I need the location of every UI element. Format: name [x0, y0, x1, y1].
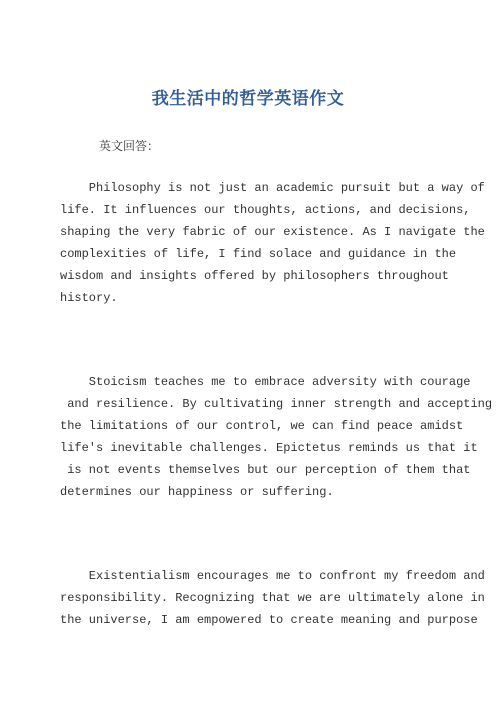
paragraph-line: Stoicism teaches me to embrace adversity with courage — [60, 375, 471, 389]
paragraph-line: life. It influences our thoughts, actions, and decisions, — [60, 203, 471, 217]
paragraph-line: the universe, I am empowered to create meaning and purpose — [60, 613, 478, 627]
paragraph-3 — [60, 565, 485, 631]
paragraph-line: history. — [60, 291, 118, 305]
paragraph-line: determines our happiness or suffering. — [60, 485, 334, 499]
paragraph-line: Existentialism encourages me to confront my freedom and — [60, 569, 485, 583]
paragraph-line: responsibility. Recognizing that we are ultimately alone in — [60, 591, 485, 605]
paragraph-2 — [60, 371, 493, 503]
paragraph-line: life's inevitable challenges. Epictetus reminds us that it — [60, 441, 478, 455]
section-label: 英文回答： — [99, 139, 160, 153]
paragraph-line: and resilience. By cultivating inner strength and accepting — [60, 397, 493, 411]
paragraph-line: shaping the very fabric of our existence. As I navigate the — [60, 225, 485, 239]
document-title: 我生活中的哲学英语作文 — [151, 89, 345, 109]
paragraph-line: wisdom and insights offered by philosophers throughout — [60, 269, 449, 283]
paragraph-line: is not events themselves but our perception of them that — [60, 463, 471, 477]
paragraph-1 — [60, 177, 485, 309]
paragraph-line: Philosophy is not just an academic pursuit but a way of — [60, 181, 485, 195]
paragraph-line: the limitations of our control, we can find peace amidst — [60, 419, 464, 433]
paragraph-line: complexities of life, I find solace and guidance in the — [60, 247, 457, 261]
